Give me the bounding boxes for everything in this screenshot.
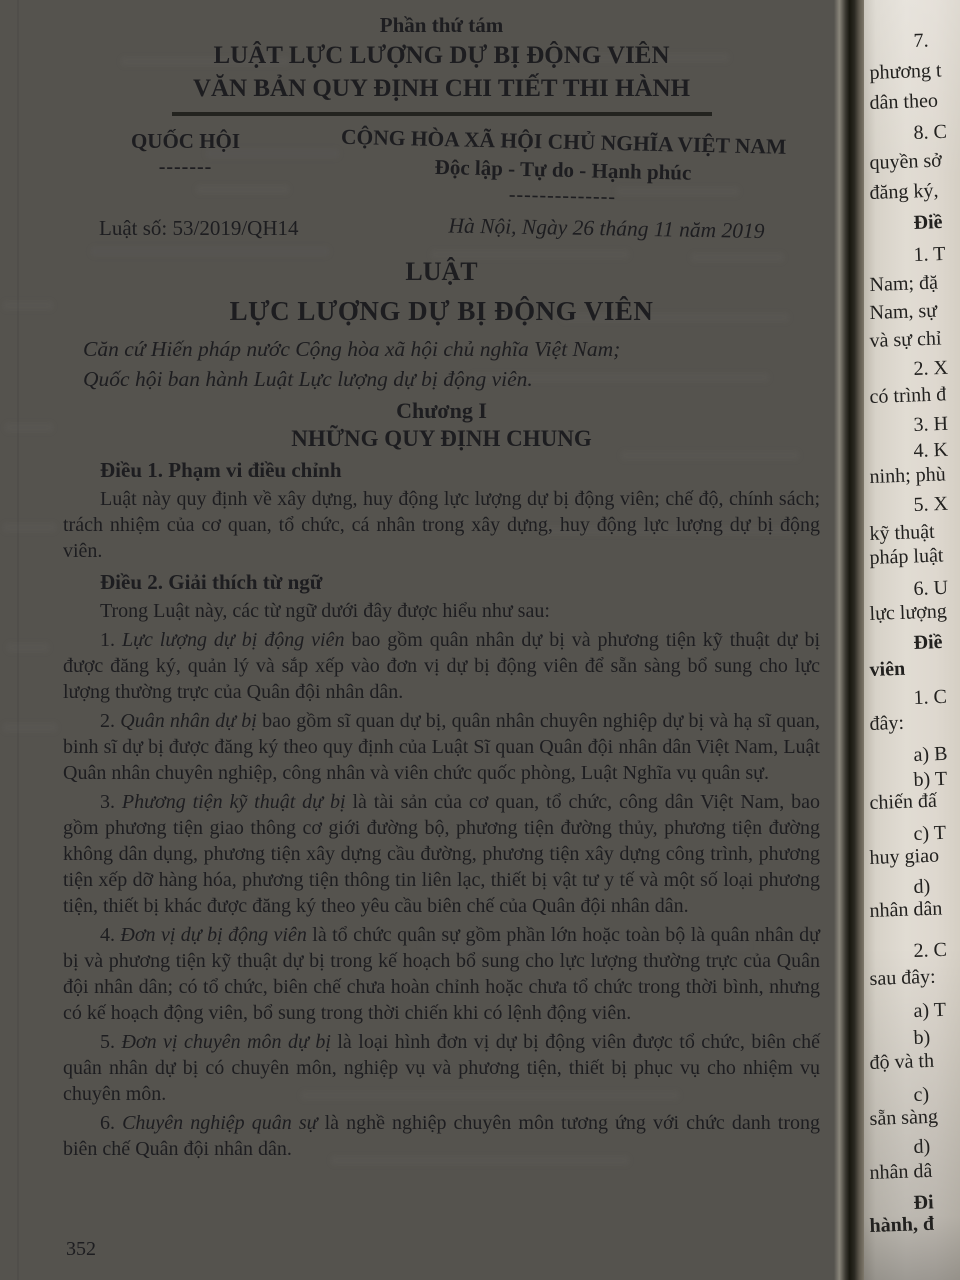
right-page-text-fragment: viên bbox=[869, 657, 906, 682]
definition-term: Phương tiện kỹ thuật dự bị bbox=[121, 791, 346, 813]
right-page-sliver bbox=[862, 0, 960, 1280]
article-1-body: Luật này quy định về xây dựng, huy động lực lượng dự bị động viên; chế độ, chính sách; trách nhiệm của cơ quan, tổ chức, cá nhân trong xây dựng, huy động lực lượng dự bị động viên. bbox=[63, 488, 820, 562]
volume-title-line-1: LUẬT LỰC LƯỢNG DỰ BỊ ĐỘNG VIÊN bbox=[213, 42, 670, 69]
right-page-text-fragment: có trình đ bbox=[869, 383, 947, 409]
definition-text: là tài sản của cơ quan, tổ chức, công dân Việt Nam, bao gồm phương tiện giao thông cơ giới đường bộ, phương tiện đường thủy, phương tiện đường không dân dụng, phương tiện xây dựng cầu đường, phương tiện xây dựng công trình, phương tiện xếp dỡ hàng hóa, phương tiện thông tin liên lạc, thiết bị vật tư y tế và một số loại phương tiện, thiết bị khác được đăng ký theo yêu cầu biên chế của Quân đội nhân dân. bbox=[63, 791, 820, 917]
right-page-text-fragment: 2. C bbox=[913, 938, 948, 963]
definition-text: là loại hình đơn vị dự bị động viên được tổ chức, biên chế quân nhân dự bị có chuyên môn, nghiệp vụ và phương tiện, thiết bị phục vụ cho nhiệm vụ chuyên môn. bbox=[63, 1031, 820, 1105]
title-rule bbox=[172, 112, 712, 116]
right-page-text-fragment: đây: bbox=[869, 711, 905, 736]
preamble bbox=[63, 334, 820, 394]
right-page-text-fragment: 1. T bbox=[913, 242, 946, 267]
right-page-text-fragment: Nam; đặ bbox=[869, 271, 939, 297]
right-page-text-fragment: chiến đấ bbox=[869, 789, 938, 815]
law-number-row bbox=[63, 213, 820, 244]
right-page-text-fragment: ninh; phù bbox=[869, 463, 947, 489]
definition-item bbox=[63, 922, 820, 1026]
right-page-text-fragment: quyền sở bbox=[869, 149, 943, 175]
right-page-text-fragment: 5. X bbox=[913, 492, 949, 517]
chapter-title: NHỮNG QUY ĐỊNH CHUNG bbox=[291, 426, 592, 451]
right-page-text-fragment: sau đây: bbox=[869, 965, 937, 991]
right-page-text-fragment: và sự chỉ bbox=[869, 327, 942, 353]
right-page-text-fragment: pháp luật bbox=[869, 544, 944, 570]
definition-number: 5. bbox=[100, 1031, 115, 1053]
right-page-text-fragment: đăng ký, bbox=[869, 179, 939, 205]
right-page-text-fragment: 1. C bbox=[913, 685, 948, 710]
page-number: 352 bbox=[66, 1238, 96, 1260]
right-page-text-fragment: c) bbox=[913, 1083, 930, 1107]
right-page-text-fragment: huy giao bbox=[869, 844, 940, 870]
definition-text: là nghề nghiệp chuyên môn tương ứng với chức danh trong biên chế Quân đội nhân dân. bbox=[63, 1112, 821, 1160]
right-page-text-fragment: 2. X bbox=[913, 356, 949, 381]
definition-term: Lực lượng dự bị động viên bbox=[121, 629, 345, 651]
part-header: Phần thứ tám bbox=[379, 13, 504, 37]
motto-line-2: Độc lập - Tự do - Hạnh phúc bbox=[434, 154, 692, 185]
right-page-text-fragment: a) B bbox=[913, 742, 948, 767]
right-page-text-fragment: d) bbox=[913, 1135, 931, 1159]
right-page-text-fragment: a) T bbox=[913, 998, 947, 1023]
definition-term: Đơn vị chuyên môn dự bị bbox=[121, 1031, 331, 1053]
definition-item bbox=[63, 708, 820, 786]
book-gutter-shadow bbox=[834, 0, 864, 1280]
motto-dashes: -------------- bbox=[508, 183, 617, 209]
right-page-text-fragment: c) T bbox=[913, 821, 947, 846]
definition-number: 4. bbox=[100, 924, 115, 946]
law-number: Luật số: 53/2019/QH14 bbox=[99, 216, 299, 240]
definition-text: bao gồm quân nhân dự bị và phương tiện kỹ thuật dự bị được đăng ký, quản lý và sắp xếp vào đơn vị dự bị động viên để sẵn sàng bổ sung cho lực lượng thường trực của Quân đội nhân dân. bbox=[63, 629, 821, 703]
issuer-name: QUỐC HỘI bbox=[130, 129, 241, 153]
doc-type: LUẬT bbox=[405, 257, 478, 286]
definition-item bbox=[63, 1029, 820, 1107]
chapter-label: Chương I bbox=[396, 398, 487, 423]
right-page-text-fragment: 8. C bbox=[913, 120, 948, 145]
definition-term: Chuyên nghiệp quân sự bbox=[122, 1112, 318, 1134]
preamble-line: Quốc hội ban hành Luật Lực lượng dự bị động viên. bbox=[83, 367, 533, 391]
right-page-text-fragment: Điề bbox=[913, 211, 943, 235]
place-and-date: Hà Nội, Ngày 26 tháng 11 năm 2019 bbox=[448, 213, 765, 244]
right-page-text-fragment: độ và th bbox=[869, 1049, 935, 1075]
article-2-heading: Điều 2. Giải thích từ ngữ bbox=[100, 570, 323, 594]
right-page-text-fragment: b) bbox=[913, 1026, 931, 1050]
definition-item bbox=[63, 789, 820, 919]
right-page-text-fragment: hành, đ bbox=[869, 1212, 935, 1238]
definition-item bbox=[63, 1110, 820, 1162]
national-motto-block bbox=[306, 124, 820, 214]
right-page-text-fragment: lực lượng bbox=[869, 600, 948, 626]
right-page-text-fragment: Đi bbox=[913, 1191, 934, 1215]
volume-title-line-2: VĂN BẢN QUY ĐỊNH CHI TIẾT THI HÀNH bbox=[192, 75, 691, 102]
issuer-dashes: ------- bbox=[158, 156, 213, 178]
issuer-block bbox=[63, 124, 308, 202]
right-page-text-fragment: Nam, sự bbox=[869, 299, 938, 325]
motto-line-1: CỘNG HÒA XÃ HỘI CHỦ NGHĨA VIỆT NAM bbox=[340, 124, 787, 159]
definition-number: 1. bbox=[100, 629, 115, 651]
right-page-text-fragment: sẵn sàng bbox=[869, 1105, 939, 1131]
definition-term: Quân nhân dự bị bbox=[120, 710, 257, 732]
definition-text: là tổ chức quân sự gồm phần lớn hoặc toàn bộ là quân nhân dự bị và phương tiện kỹ thuật dự bị trong kế hoạch bổ sung cho lực lượng thường trực của Quân đội nhân dân; có tổ chức, biên chế chưa hoàn chỉnh hoặc chưa tổ chức trong thời bình, nhưng có kế hoạch động viên, bổ sung trong thời chiến khi có lệnh động viên. bbox=[63, 924, 820, 1024]
definition-number: 3. bbox=[100, 791, 115, 813]
right-page-text-fragment: nhân dâ bbox=[869, 1159, 933, 1185]
right-page-text-fragment: 3. H bbox=[913, 412, 949, 437]
definition-term: Đơn vị dự bị động viên bbox=[120, 924, 307, 946]
article-2-intro: Trong Luật này, các từ ngữ dưới đây được hiểu như sau: bbox=[100, 600, 550, 622]
definition-item bbox=[63, 627, 820, 705]
document-header bbox=[63, 124, 820, 209]
preamble-line: Căn cứ Hiến pháp nước Cộng hòa xã hội chủ nghĩa Việt Nam; bbox=[83, 337, 621, 361]
definition-text: bao gồm sĩ quan dự bị, quân nhân chuyên nghiệp dự bị và hạ sĩ quan, binh sĩ dự bị được đăng ký theo quy định của Luật Sĩ quan Quân đội nhân dân Việt Nam, Luật Quân nhân chuyên nghiệp, công nhân và viên chức quốc phòng, Luật Nghĩa vụ quân sự. bbox=[63, 710, 821, 784]
right-page-text-fragment: phương t bbox=[869, 59, 942, 85]
right-page-text-fragment: Điề bbox=[913, 631, 943, 655]
right-page-text-fragment: kỹ thuật bbox=[869, 520, 935, 546]
article-1-heading: Điều 1. Phạm vi điều chỉnh bbox=[100, 458, 342, 482]
right-page-text-fragment: dân theo bbox=[869, 89, 939, 115]
right-page-text-fragment: 7. bbox=[913, 29, 929, 53]
definition-number: 2. bbox=[100, 710, 115, 732]
definition-number: 6. bbox=[100, 1112, 115, 1134]
right-page-text-fragment: b) T bbox=[913, 767, 948, 792]
right-page-text-fragment: 4. K bbox=[913, 438, 949, 463]
doc-title: LỰC LƯỢNG DỰ BỊ ĐỘNG VIÊN bbox=[229, 296, 654, 326]
right-page-text-fragment: 6. U bbox=[913, 576, 949, 601]
right-page-text-fragment: d) bbox=[913, 875, 931, 899]
right-page-text-fragment: nhân dân bbox=[869, 897, 943, 923]
